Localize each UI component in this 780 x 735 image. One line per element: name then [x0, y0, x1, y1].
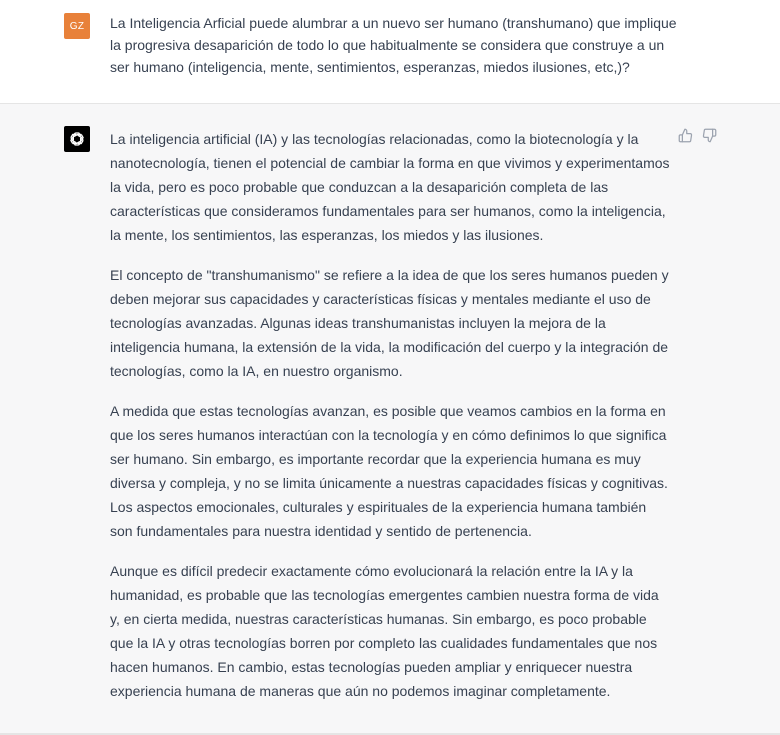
openai-logo-icon [64, 126, 90, 152]
thumbs-down-button[interactable] [701, 127, 717, 143]
feedback-buttons [677, 127, 717, 143]
assistant-message-text [110, 127, 672, 719]
user-message [0, 0, 780, 104]
user-message-text: La Inteligencia Arficial puede alumbrar a un nuevo ser humano (transhumano) que implique la progresiva desaparición de todo lo que habitualmente se considera que construye a un ser humano (inteligencia, mente, sentimientos, esperanzas, miedos ilusiones, etc,)? [110, 15, 677, 75]
assistant-paragraph-2: El concepto de "transhumanismo" se refiere a la idea de que los seres humanos pueden y deben mejorar sus capacidades y características físicas y mentales mediante el uso de tecnologías avanzadas. Algunas ideas transhumanistas incluyen la mejora de la inteligencia humana, la extensión de la vida, la modificación del cuerpo y la integración de tecnologías, como la IA, en nuestro organismo. [110, 267, 669, 379]
thumbs-down-icon [702, 128, 717, 143]
thumbs-up-icon [678, 128, 693, 143]
assistant-paragraph-3: A medida que estas tecnologías avanzan, es posible que veamos cambios en la forma en que los seres humanos interactúan con la tecnología y en cómo definimos lo que significa ser humano. Sin embargo, es importante recordar que la experiencia humana es muy diversa y compleja, y no se limita únicamente a nuestras capacidades físicas y cognitivas. Los aspectos emocionales, culturales y espirituales de la experiencia humana también son fundamentales para nuestra identidad y sentido de pertenencia. [110, 403, 668, 539]
assistant-paragraph-1: La inteligencia artificial (IA) y las tecnologías relacionadas, como la biotecnología y la nanotecnología, tienen el potencial de cambiar la forma en que vivimos y experimentamos la vida, pero es poco probable que conduzcan a la desaparición completa de las características que consideramos fundamentales para ser humanos, como la inteligencia, la mente, los sentimientos, las esperanzas, los miedos y las ilusiones. [110, 131, 670, 243]
user-avatar: GZ [64, 13, 90, 39]
assistant-message [0, 105, 780, 735]
thumbs-up-button[interactable] [677, 127, 693, 143]
assistant-paragraph-4: Aunque es difícil predecir exactamente cómo evolucionará la relación entre la IA y la humanidad, es probable que las tecnologías emergentes cambien nuestra forma de vida y, en cierta medida, nuestras características humanas. Sin embargo, es poco probable que la IA y otras tecnologías borren por completo las cualidades fundamentales que nos hacen humanos. En cambio, estas tecnologías pueden ampliar y enriquecer nuestra experiencia humana de maneras que aún no podemos imaginar completamente. [110, 563, 659, 699]
